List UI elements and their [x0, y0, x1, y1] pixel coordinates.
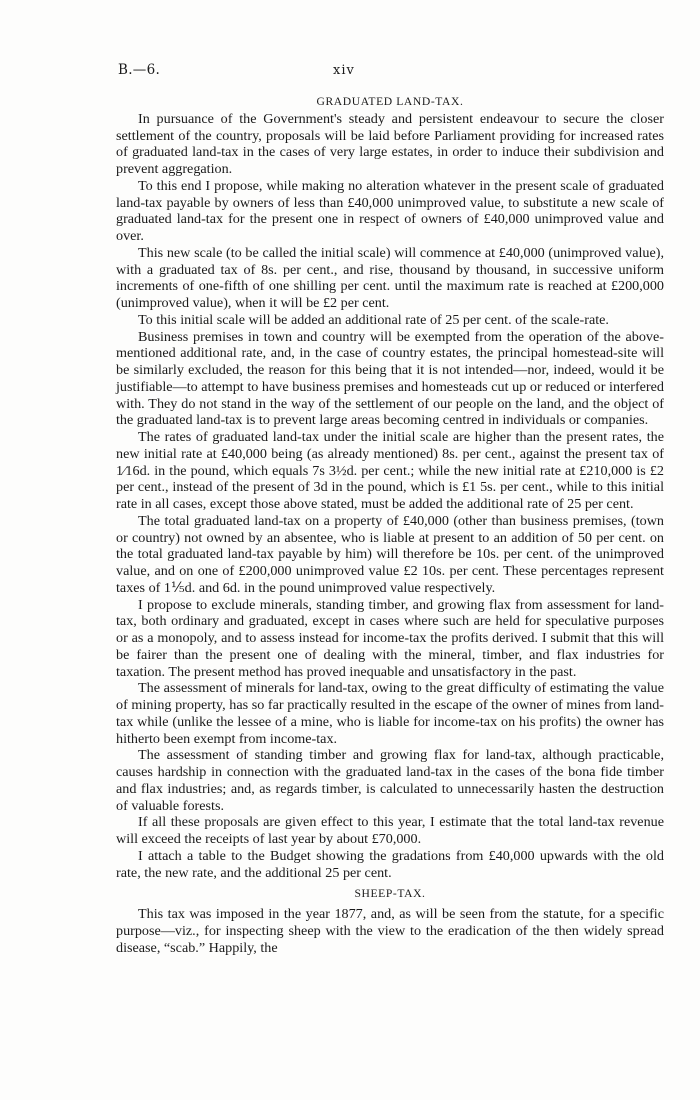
- paragraph: I propose to exclude minerals, standing timber, and growing flax from assessment for land-tax, both ordinary and graduated, except in cases where such are held for speculative purposes or as a monopoly, and to assess instead for income-tax the profits derived. I submit that this will be fairer than the present one of dealing with the mineral, timber, and flax industries for taxation. The present method has proved inequable and unsatisfactory in the past.: [116, 596, 664, 680]
- paragraph: The assessment of minerals for land-tax, owing to the great difficulty of estimating the value of mining property, has so far practically resulted in the escape of the owner of mines from land-tax while (unlike the lessee of a mine, who is liable for income-tax on his profits) the owner has hitherto been exempt from income-tax.: [116, 680, 664, 747]
- paragraph: In pursuance of the Government's steady and persistent endeavour to secure the closer settlement of the country, proposals will be laid before Parliament providing for increased rates of graduated land-tax in the cases of very large estates, in order to induce their subdivision and prevent aggregation.: [116, 110, 664, 177]
- paragraph: This tax was imposed in the year 1877, and, as will be seen from the statute, for a specific purpose—viz., for inspecting sheep with the view to the eradication of the then widely spread disease, “scab.” Happily, the: [116, 906, 664, 956]
- page-reference: B.—6.: [118, 62, 161, 78]
- paragraph: I attach a table to the Budget showing the gradations from £40,000 upwards with the old rate, the new rate, and the additional 25 per cent.: [116, 847, 664, 881]
- paragraph: To this end I propose, while making no alteration whatever in the present scale of graduated land-tax payable by owners of less than £40,000 unimproved value, to substitute a new scale of graduated land-tax for the present one in respect of owners of £40,000 unimproved value and over.: [116, 177, 664, 244]
- paragraph: The assessment of standing timber and growing flax for land-tax, although practicable, causes hardship in connection with the graduated land-tax in the cases of the bona fide timber and flax industries; and, as regards timber, is calculated to unnecessarily hasten the destruction of valuable forests.: [116, 747, 664, 814]
- body-text: [116, 94, 664, 956]
- paragraph: This new scale (to be called the initial scale) will commence at £40,000 (unimproved value), with a graduated tax of 8s. per cent., and rise, thousand by thousand, in successive uniform increments of one-fifth of one shilling per cent. until the maximum rate is reached at £200,000 (unimproved value), when it will be £2 per cent.: [116, 244, 664, 311]
- paragraph: The total graduated land-tax on a property of £40,000 (other than business premises, (town or country) not owned by an absentee, who is liable at present to an addition of 50 per cent. on the total graduated land-tax payable by him) will therefore be 10s. per cent. of the unimproved value, and on one of £200,000 unimproved value £2 10s. per cent. These percentages represent taxes of 1⅕d. and 6d. in the pound unimproved value respectively.: [116, 512, 664, 596]
- paragraph: If all these proposals are given effect to this year, I estimate that the total land-tax revenue will exceed the receipts of last year by about £70,000.: [116, 814, 664, 847]
- section-heading-sheep-tax: SHEEP-TAX.: [354, 887, 426, 901]
- paragraph: To this initial scale will be added an additional rate of 25 per cent. of the scale-rate.: [138, 311, 609, 328]
- section-heading-graduated-land-tax: GRADUATED LAND-TAX.: [316, 95, 464, 108]
- paragraph: Business premises in town and country will be exempted from the operation of the above-mentioned additional rate, and, in the case of country estates, the principal homestead-site will be similarly excluded, the reason for this being that it is not intended—nor, indeed, would it be justifiable—to attempt to have business premises and homesteads cut up or reduced or interfered with. They do not stand in the way of the settlement of our people on the land, and the object of the graduated land-tax is to prevent large areas becoming centred in individuals or companies.: [116, 328, 664, 429]
- paragraph: The rates of graduated land-tax under the initial scale are higher than the present rates, the new initial rate at £40,000 being (as already mentioned) 8s. per cent., against the present tax of 1⁄16d. in the pound, which equals 7s 3½d. per cent.; while the new initial rate at £210,000 is £2 per cent., instead of the present of 3d in the pound, which is £1 5s. per cent., while to this initial rate in all cases, except those above stated, must be added the additional rate of 25 per cent.: [116, 429, 664, 512]
- page-number: xiv: [333, 63, 355, 78]
